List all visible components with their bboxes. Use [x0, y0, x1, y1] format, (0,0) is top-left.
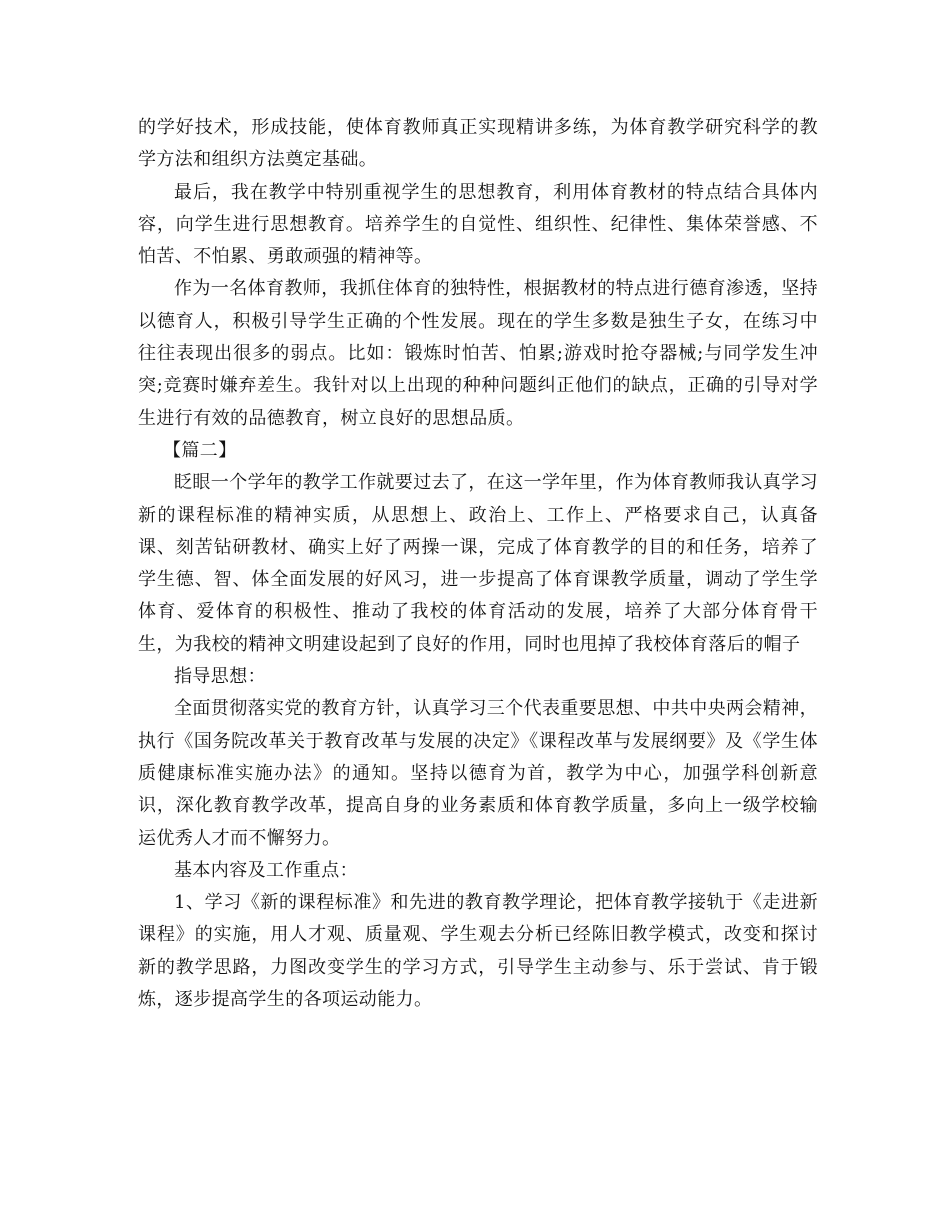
paragraph-item-one: 1、学习《新的课程标准》和先进的教育教学理论，把体育教学接轨于《走进新课程》的实施，用人才观、质量观、学生观去分析已经陈旧教学模式，改变和探讨新的教学思路，力图改变学生的学习方式，引导学生主动参与、乐于尝试、肯于锻炼，逐步提高学生的各项运动能力。: [138, 892, 818, 1011]
document-body: [138, 112, 818, 1016]
paragraph-continued: 的学好技术，形成技能，使体育教师真正实现精讲多练，为体育教学研究科学的教学方法和组织方法奠定基础。: [138, 117, 818, 171]
subheading-guiding-ideology: 指导思想：: [174, 666, 266, 688]
paragraph-year-review: 眨眼一个学年的教学工作就要过去了，在这一学年里，作为体育教师我认真学习新的课程标准的精神实质，从思想上、政治上、工作上、严格要求自己，认真备课、刻苦钻研教材、确实上好了两操一课，完成了体育教学的目的和任务，培养了学生德、智、体全面发展的好风习，进一步提高了体育课教学质量，调动了学生学体育、爱体育的积极性、推动了我校的体育活动的发展，培养了大部分体育骨干生，为我校的精神文明建设起到了良好的作用，同时也甩掉了我校体育落后的帽子: [138, 472, 818, 655]
subheading-basic-content: 基本内容及工作重点：: [174, 859, 358, 881]
paragraph-teacher-role: 作为一名体育教师，我抓住体育的独特性，根据教材的特点进行德育渗透，坚持以德育人，积极引导学生正确的个性发展。现在的学生多数是独生子女，在练习中往往表现出很多的弱点。比如：锻炼时怕苦、怕累;游戏时抢夺器械;与同学发生冲突;竞赛时嫌弃差生。我针对以上出现的种种问题纠正他们的缺点，正确的引导对学生进行有效的品德教育，树立良好的思想品质。: [138, 278, 818, 429]
paragraph-guiding-ideology: 全面贯彻落实党的教育方针，认真学习三个代表重要思想、中共中央两会精神，执行《国务院改革关于教育改革与发展的决定》《课程改革与发展纲要》及《学生体质健康标准实施办法》的通知。坚持以德育为首，教学为中心，加强学科创新意识，深化教育教学改革，提高自身的业务素质和体育教学质量，多向上一级学校输运优秀人才而不懈努力。: [138, 698, 818, 849]
paragraph-moral-education: 最后，我在教学中特别重视学生的思想教育，利用体育教材的特点结合具体内容，向学生进行思想教育。培养学生的自觉性、组织性、纪律性、集体荣誉感、不怕苦、不怕累、勇敢顽强的精神等。: [138, 181, 818, 268]
section-heading-part-two: 【篇二】: [163, 439, 237, 461]
